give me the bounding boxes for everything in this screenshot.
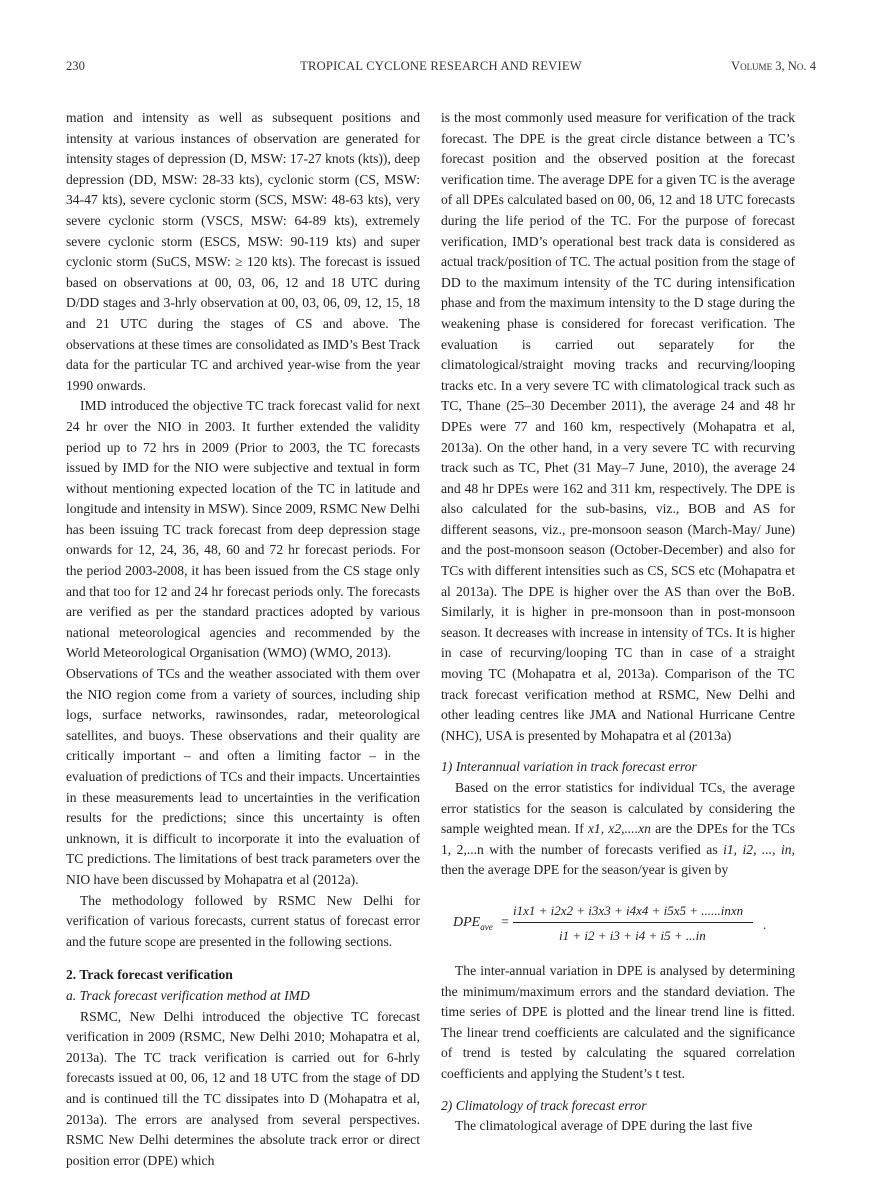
paragraph: IMD introduced the objective TC track forecast valid for next 24 hr over the NIO in 2003. It further extended the validity period up to 72 hrs in 2009 (Prior to 2003, the TC forecasts issued by IMD for the NIO were subjective and textual in form without mentioning expected location of the TC in latitude and longitude and intensity in MSW). Since 2009, RSMC New Delhi has been issuing TC track forecast from deep depression stage onwards for 12, 24, 36, 48, 60 and 72 hr forecast periods. For the period 2003-2008, it has been issued from the CS stage only and that too for 12 and 24 hr forecast periods only. The forecasts are verified as per the standard practices adopted by various national meteorological agencies and recommended by the World Meteorological Organisation (WMO) (WMO, 2013). [66,398,420,661]
subsection-heading: a. Track forecast verification method at IMD [66,987,310,1003]
fraction-bar [513,922,753,923]
left-column [66,108,420,1171]
equation-period: . [763,916,767,932]
section-heading: 2. Track forecast verification [66,967,233,983]
right-column [441,108,795,1137]
paragraph: mation and intensity as well as subsequent positions and intensity at various instances of observation are generated for intensity stages of depression (D, MSW: 17-27 knots (kts)), deep depression (DD, MSW: 28-33 kts), cyclonic storm (CS, MSW: 34-47 kts), severe cyclonic storm (SCS, MSW: 48-63 kts), very severe cyclonic storm (VSCS, MSW: 64-89 kts), extremely severe cyclonic storm (ESCS, MSW: 90-119 kts) and super cyclonic storm (SuCS, MSW: ≥ 120 kts). The forecast is issued based on observations at 00, 03, 06, 12 and 18 UTC during D/DD stages and 3-hrly observation at 00, 03, 06, 09, 12, 15, 18 and 21 UTC during the stages of CS and above. The observations at these times are consolidated as IMD’s Best Track data for the particular TC and archived year-wise from the year 1990 onwards. [66,110,420,393]
variable-i-list: i1, i2, ..., in [723,841,792,857]
paragraph: Observations of TCs and the weather associated with them over the NIO region come from a variety of sources, including ship logs, surface networks, rawinsondes, radar, meteorological satellites, and buoys. These observations and their quality are critically important – and often a limiting factor – in the evaluation of predictions of TCs and their impacts. Uncertainties in these measurements lead to uncertainties in the verification results for the predictions; since this uncertainty is often unknown, it is difficult to incorporate it into the evaluation of TC predictions. The limitations of best track parameters over the NIO have been discussed by Mohapatra et al (2012a). [66,666,420,887]
paragraph: is the most commonly used measure for verification of the track forecast. The DPE is the great circle distance between a TC’s forecast position and the observed position at the forecast verification time. The average DPE for a given TC is the average of all DPEs calculated based on 00, 06, 12 and 18 UTC forecasts during the life period of the TC. For the purpose of forecast verification, IMD’s operational best track data is considered as actual track/position of TC. The actual position from the stage of DD to the maximum intensity of the TC during intensification phase and from the maximum intensity to the D stage during the weakening phase is considered for forecast verification. The evaluation is carried out separately for the climatological/straight moving tracks and recurving/looping tracks etc. In a very severe TC with climatological track such as TC, Thane (25–30 December 2011), the average 24 and 48 hr DPEs were 77 and 160 km, respectively (Mohapatra et al, 2013a). On the other hand, in a very severe TC with recurving track such as TC, Phet (31 May–7 June, 2010), the average 24 and 48 hr DPEs were 162 and 311 km, respectively. The DPE is also calculated for the sub-basins, viz., BOB and AS for different seasons, viz., pre-monsoon season (March-May/ June) and the post-monsoon season (October-December) and also for TCs with different intensities such as CS, SCS etc (Mohapatra et al 2013a). The DPE is higher over the AS than over the BoB. Similarly, it is higher in pre-monsoon than in post-monsoon season. It decreases with increase in intensity of TCs. It is higher in case of recurving/looping TC than in case of a straight moving TC (Mohapatra et al, 2013a). Comparison of the TC track forecast verification method at RSMC, New Delhi and other leading centres like JMA and National Hurricane Centre (NHC), USA is presented by Mohapatra et al (2013a) [441,110,795,743]
page-header [66,59,816,79]
paragraph: The methodology followed by RSMC New Delhi for verification of various forecasts, current status of forecast error and the future scope are presented in the following sections. [66,892,420,949]
equation-lhs [453,913,493,937]
page-number: 230 [66,59,85,73]
paragraph: RSMC, New Delhi introduced the objective TC forecast verification in 2009 (RSMC, New Delhi 2010; Mohapatra et al, 2013a). The TC track verification is carried out for 6-hrly forecasts issued at 00, 06, 12 and 18 UTC from the stage of DD and is continued till the TC dissipates into D (Mohapatra et al, 2013a). The errors are analysed from several perspectives. RSMC New Delhi determines the absolute track error or direct position error (DPE) which [66,1008,420,1168]
equation-lhs-symbol: DPE [453,914,481,930]
subsection-heading: 1) Interannual variation in track forecast error [441,759,697,775]
subsection-heading: 2) Climatology of track forecast error [441,1097,647,1113]
equation-lhs-subscript: ave [480,921,493,932]
volume-info: Volume 3, No. 4 [730,59,816,73]
text-run: are the DPEs for the TCs 1, 2,...n with the number of forecasts verified as [441,821,795,857]
text-run: Based on the error statistics for individual TCs, the average error statistics for the season is calculated by considering the sample weighted mean. If [441,780,795,837]
equation-denominator: i1 + i2 + i3 + i4 + i5 + ...in [559,927,706,943]
equation-numerator: i1x1 + i2x2 + i3x3 + i4x4 + i5x5 + ......inxn [513,902,744,918]
equals-sign: = [501,914,509,930]
paragraph: The climatological average of DPE during the last five [455,1118,753,1134]
text-run: , then the average DPE for the season/year is given by [441,841,795,878]
variable-x-list: x1, x2,....xn [587,821,651,837]
paragraph: The inter-annual variation in DPE is analysed by determining the minimum/maximum errors and the standard deviation. The time series of DPE is plotted and the linear trend line is fitted. The linear trend coefficients are calculated and the significance of trend is tested by calculating the squared correlation coefficients and applying the Student’s t test. [441,962,795,1081]
dpe-equation [441,891,795,957]
paragraph [441,778,795,881]
journal-title: TROPICAL CYCLONE RESEARCH AND REVIEW [300,59,582,73]
